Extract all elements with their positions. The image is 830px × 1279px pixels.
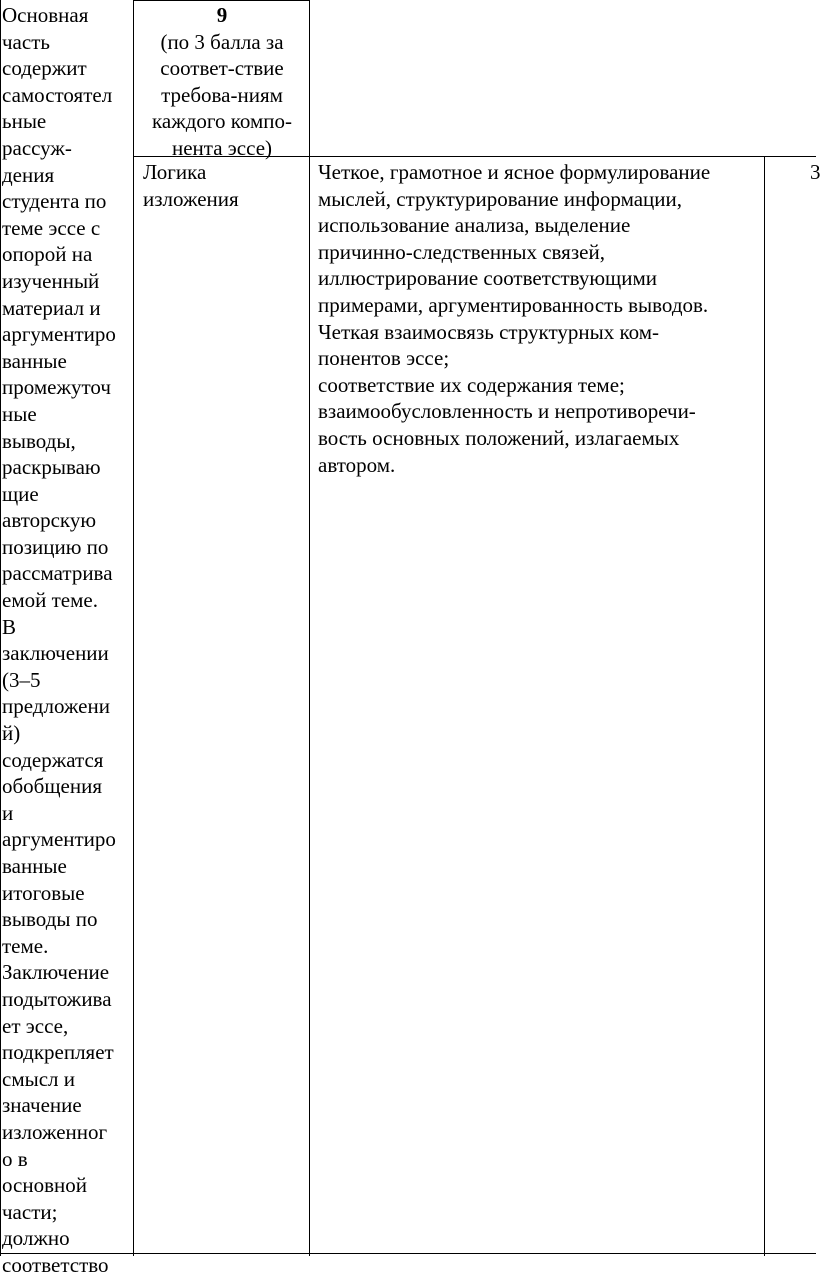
requirements-text-line: ванные — [2, 854, 67, 878]
criterion-name-line: Логика — [143, 160, 207, 184]
points-note-line: (по 3 балла за — [160, 29, 284, 54]
criterion-description-line: примерами, аргументированность выводов. — [318, 292, 709, 317]
requirements-text-line: часть — [2, 29, 50, 54]
requirements-text-line: ьные — [2, 109, 47, 134]
requirements-text-line: подкрепляет — [2, 1040, 114, 1065]
criterion-description-line: использование анализа, выделение — [318, 213, 631, 238]
table-border-left — [0, 0, 1, 1256]
requirements-text-line: В — [2, 614, 17, 639]
column-divider-1 — [133, 0, 134, 1256]
requirements-text-line: теме. — [2, 933, 49, 958]
column-divider-2 — [309, 0, 310, 1256]
requirements-text-line: изложенног — [2, 1119, 108, 1144]
requirements-text-line: й) — [2, 721, 21, 746]
requirements-text-line: части; — [2, 1199, 58, 1224]
requirements-text-line: смысл и — [2, 1066, 76, 1091]
requirements-text-line: обобщения — [2, 774, 102, 799]
points-total: 9 — [216, 3, 228, 27]
requirements-text-line: опорой на — [2, 242, 93, 267]
requirements-text-line: Основная — [2, 3, 89, 27]
criterion-name-line: изложения — [143, 186, 239, 211]
requirements-text-line: теме эссе с — [2, 215, 101, 240]
requirements-text-line: позицию по — [2, 534, 109, 559]
requirements-text-line: дения — [2, 162, 55, 187]
requirements-text-line: предложени — [2, 694, 110, 719]
requirements-text-line: выводы по — [2, 907, 98, 932]
criterion-score: 3 — [810, 160, 821, 184]
requirements-text-line: раскрываю — [2, 455, 101, 480]
requirements-text-line: рассуж- — [2, 135, 72, 160]
requirements-text-line: щие — [2, 481, 39, 506]
criterion-score-cell — [810, 159, 830, 186]
requirements-text-line: содержит — [2, 56, 87, 81]
points-note-line: каждого компо- — [152, 109, 292, 134]
requirements-text-line: студента по — [2, 189, 107, 214]
requirements-text-line: соответство — [2, 1252, 109, 1277]
requirements-text-line: ет эссе, — [2, 1013, 69, 1038]
criterion-description-line: понентов эссе; — [318, 346, 450, 371]
criterion-description-line: Четкое, грамотное и ясное формулирование — [318, 160, 711, 184]
requirements-text-line: изученный — [2, 268, 100, 293]
points-note-line: требова-ниям — [161, 82, 283, 107]
criterion-description-cell — [318, 159, 762, 478]
requirements-text-line: содержатся — [2, 747, 104, 772]
requirements-text-line: ные — [2, 401, 37, 426]
criterion-description-line: взаимообусловленность и непротиворечи- — [318, 399, 696, 424]
requirements-text-line: основной — [2, 1173, 87, 1198]
requirements-text-line: и — [2, 800, 14, 825]
requirements-text-line: авторскую — [2, 508, 97, 533]
criterion-description-line: причинно-следственных связей, — [318, 239, 605, 264]
criterion-name-cell — [143, 159, 305, 212]
requirements-text-line: заключении — [2, 641, 109, 666]
requirements-text-line: рассматрива — [2, 561, 113, 586]
criterion-description-line: вость основных положений, излагаемых — [318, 425, 680, 450]
points-note-line: нента эссе) — [171, 135, 273, 160]
requirements-text-line: Заключение — [2, 960, 110, 985]
points-cell — [136, 2, 308, 162]
requirements-text-line: о в — [2, 1146, 28, 1171]
table-border-top — [133, 0, 310, 1]
column-divider-3 — [764, 156, 765, 1256]
criterion-description-line: автором. — [318, 452, 396, 477]
main-part-requirements-cell — [2, 2, 132, 1279]
requirements-text-line: значение — [2, 1093, 82, 1118]
criterion-description-line: соответствие их содержания теме; — [318, 372, 625, 397]
requirements-text-line: итоговые — [2, 880, 85, 905]
requirements-text-line: самостоятел — [2, 82, 113, 107]
requirements-text-line: аргументиро — [2, 827, 116, 852]
criterion-description-line: Четкая взаимосвязь структурных ком- — [318, 319, 660, 344]
requirements-text-line: должно — [2, 1226, 70, 1251]
points-note-line: соответ-ствие — [160, 56, 284, 81]
requirements-text-line: ванные — [2, 348, 67, 373]
requirements-text-line: емой теме. — [2, 588, 98, 613]
requirements-text-line: выводы, — [2, 428, 76, 453]
requirements-text-line: подытожива — [2, 986, 112, 1011]
points-note — [136, 29, 308, 162]
requirements-text-line: материал и — [2, 295, 101, 320]
requirements-text-line: (3–5 — [2, 667, 41, 692]
requirements-text-line: промежуточ — [2, 375, 111, 400]
criterion-description-line: мыслей, структурирование информации, — [318, 186, 683, 211]
requirements-text-line: аргументиро — [2, 322, 116, 347]
criterion-description-line: иллюстрирование соответствующими — [318, 266, 657, 291]
